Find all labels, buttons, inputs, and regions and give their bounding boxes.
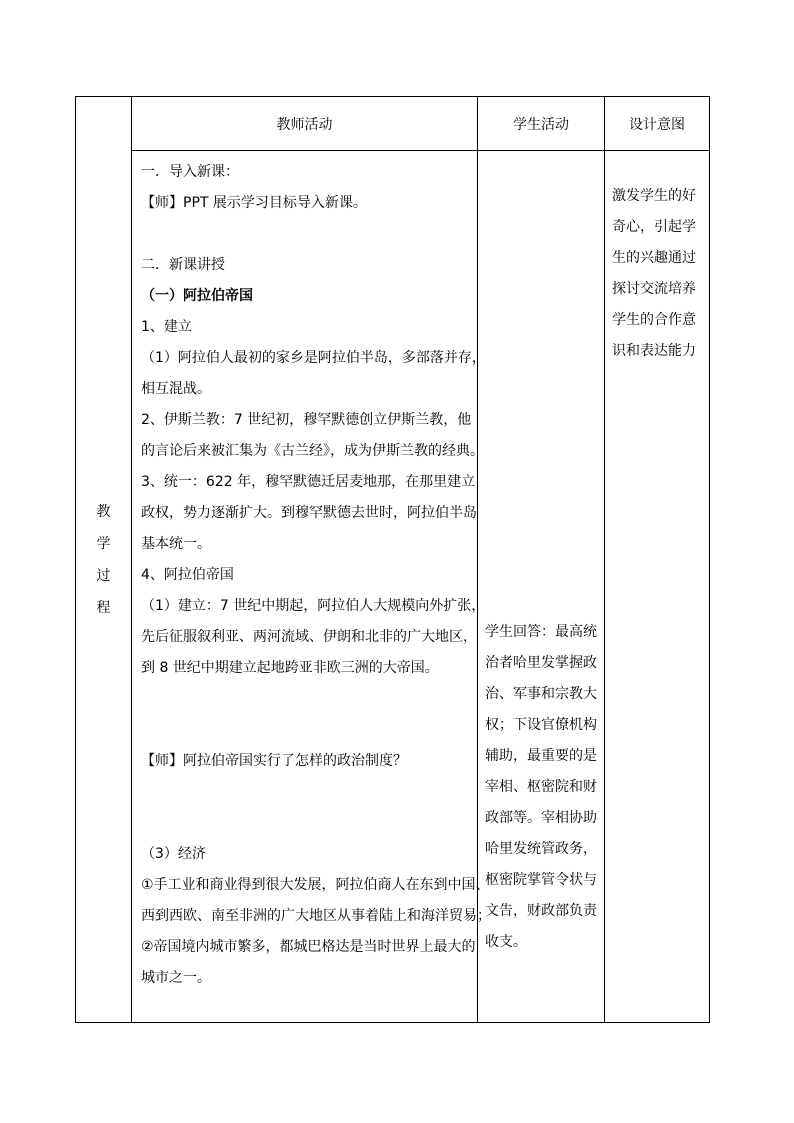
teacher-line: 4、阿拉伯帝国 xyxy=(141,567,234,583)
teacher-line: 西到西欧、南至非洲的广大地区从事着陆上和海洋贸易； xyxy=(141,908,491,924)
lesson-plan-table xyxy=(75,96,710,1023)
teacher-line: 1、建立 xyxy=(141,319,192,335)
teacher-line: 基本统一。 xyxy=(141,536,211,552)
teacher-line: （1）阿拉伯人最初的家乡是阿拉伯半岛，多部落并存， xyxy=(141,350,486,366)
teacher-line: ①手工业和商业得到很大发展，阿拉伯商人在东到中国、 xyxy=(141,877,490,893)
section-label-cell xyxy=(76,97,132,1023)
topic-heading: （一）阿拉伯帝国 xyxy=(141,288,253,304)
teacher-question: 【师】阿拉伯帝国实行了怎样的政治制度？ xyxy=(141,753,407,769)
content-row xyxy=(76,151,710,1023)
header-design-intent: 设计意图 xyxy=(605,97,710,151)
teacher-line: （3）经济 xyxy=(141,846,206,862)
student-activity-cell xyxy=(478,151,605,1023)
teacher-activity-cell xyxy=(132,151,491,1023)
teacher-line: 【师】PPT 展示学习目标导入新课。 xyxy=(141,195,367,211)
teacher-line: 到 8 世纪中期建立起地跨亚非欧三洲的大帝国。 xyxy=(141,660,439,676)
teacher-line: ②帝国境内城市繁多，都城巴格达是当时世界上最大的 xyxy=(141,939,476,955)
teacher-line: 2、伊斯兰教：7 世纪初，穆罕默德创立伊斯兰教，他 xyxy=(141,412,472,428)
header-student-activity: 学生活动 xyxy=(478,97,605,151)
intro-heading: 一．导入新课： xyxy=(141,164,239,180)
teacher-line: 相互混战。 xyxy=(141,381,211,397)
teacher-line: 3、统一：622 年，穆罕默德迁居麦地那，在那里建立 xyxy=(141,474,476,490)
new-lesson-heading: 二．新课讲授 xyxy=(141,257,225,273)
teacher-line: 先后征服叙利亚、两河流域、伊朗和北非的广大地区， xyxy=(141,629,477,645)
teacher-line: 政权，势力逐渐扩大。到穆罕默德去世时，阿拉伯半岛 xyxy=(141,505,477,521)
design-intent-cell xyxy=(605,151,710,1023)
teacher-line: 的言论后来被汇集为《古兰经》，成为伊斯兰教的经典。 xyxy=(141,443,484,459)
teacher-line: （1）建立：7 世纪中期起，阿拉伯人大规模向外扩张， xyxy=(141,598,486,614)
student-answer: 学生回答：最高统治者哈里发掌握政治、军事和宗教大权；下设官僚机构辅助，最重要的是宰相、枢密院和财政部等。宰相协助哈里发统管政务，枢密院掌管令状与文告，财政部负责收支。 xyxy=(485,624,597,950)
teacher-line: 城市之一。 xyxy=(141,970,211,986)
header-teacher-activity: 教师活动 xyxy=(132,97,478,151)
design-intent-text: 激发学生的好奇心，引起学生的兴趣通过探讨交流培养学生的合作意识和表达能力 xyxy=(612,188,696,359)
section-label: 教学过程 xyxy=(96,503,111,616)
header-row xyxy=(76,97,710,151)
